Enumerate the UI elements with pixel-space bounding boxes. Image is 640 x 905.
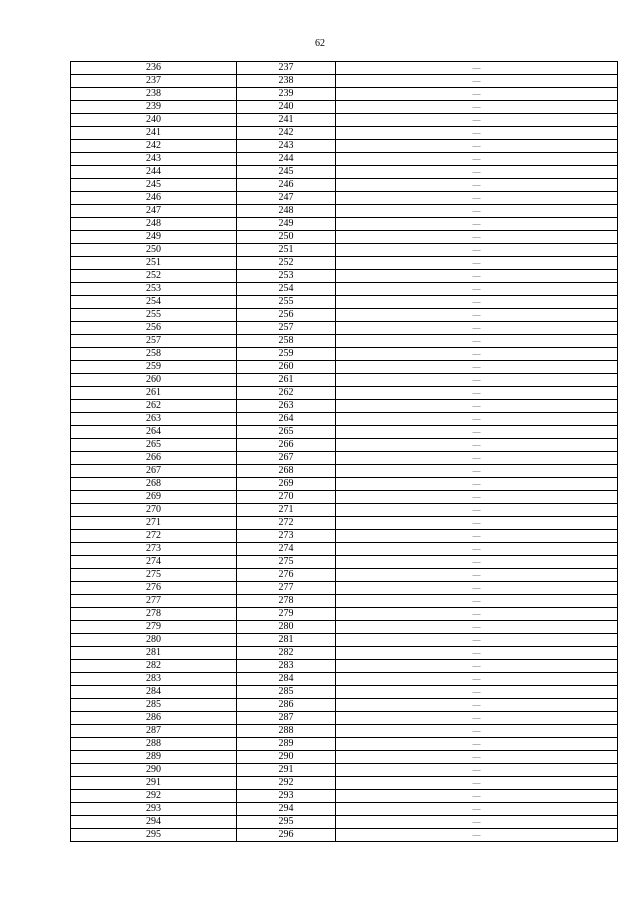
table-cell-col2: 243 — [237, 140, 336, 153]
table-row — [71, 816, 618, 829]
table-cell-col2: 292 — [237, 777, 336, 790]
table-cell-col2: 290 — [237, 751, 336, 764]
table-row — [71, 179, 618, 192]
table-cell-col1: 250 — [71, 244, 237, 257]
table-row — [71, 465, 618, 478]
table-cell-col1: 263 — [71, 413, 237, 426]
table-cell-col1: 290 — [71, 764, 237, 777]
table-row — [71, 140, 618, 153]
table-row — [71, 569, 618, 582]
table-row — [71, 374, 618, 387]
table-cell-dash: — — [336, 621, 618, 634]
table-cell-col2: 260 — [237, 361, 336, 374]
table-row — [71, 751, 618, 764]
table-row — [71, 725, 618, 738]
table-row — [71, 166, 618, 179]
table-row — [71, 400, 618, 413]
table-cell-col1: 243 — [71, 153, 237, 166]
table-cell-col2: 244 — [237, 153, 336, 166]
table-cell-col1: 288 — [71, 738, 237, 751]
table-row — [71, 88, 618, 101]
table-cell-col1: 295 — [71, 829, 237, 842]
table-row — [71, 387, 618, 400]
table-cell-col2: 238 — [237, 75, 336, 88]
table-cell-col1: 252 — [71, 270, 237, 283]
table-cell-dash: — — [336, 426, 618, 439]
table-cell-dash: — — [336, 400, 618, 413]
table-row — [71, 231, 618, 244]
table-row — [71, 322, 618, 335]
table-cell-dash: — — [336, 660, 618, 673]
table-cell-col1: 276 — [71, 582, 237, 595]
table-cell-col1: 238 — [71, 88, 237, 101]
table-cell-col2: 271 — [237, 504, 336, 517]
table-cell-col2: 247 — [237, 192, 336, 205]
table-cell-dash: — — [336, 140, 618, 153]
table-cell-col1: 241 — [71, 127, 237, 140]
table-cell-dash: — — [336, 595, 618, 608]
table-cell-col2: 259 — [237, 348, 336, 361]
table-cell-dash: — — [336, 569, 618, 582]
table-row — [71, 413, 618, 426]
table-row — [71, 335, 618, 348]
table-cell-dash: — — [336, 231, 618, 244]
table-row — [71, 452, 618, 465]
table-cell-dash: — — [336, 374, 618, 387]
table-cell-col1: 247 — [71, 205, 237, 218]
table-cell-dash: — — [336, 88, 618, 101]
table-cell-dash: — — [336, 218, 618, 231]
table-cell-col2: 261 — [237, 374, 336, 387]
table-cell-dash: — — [336, 673, 618, 686]
table-row — [71, 829, 618, 842]
table-cell-col2: 239 — [237, 88, 336, 101]
table-cell-col2: 262 — [237, 387, 336, 400]
table-row — [71, 218, 618, 231]
table-cell-dash: — — [336, 283, 618, 296]
table-cell-col1: 262 — [71, 400, 237, 413]
table-cell-col1: 292 — [71, 790, 237, 803]
table-cell-dash: — — [336, 257, 618, 270]
table-cell-dash: — — [336, 361, 618, 374]
table-cell-col2: 266 — [237, 439, 336, 452]
table-row — [71, 153, 618, 166]
table-cell-col2: 273 — [237, 530, 336, 543]
table-cell-col1: 281 — [71, 647, 237, 660]
table-cell-col2: 278 — [237, 595, 336, 608]
table-row — [71, 738, 618, 751]
table-cell-dash: — — [336, 686, 618, 699]
table-cell-col2: 272 — [237, 517, 336, 530]
table-cell-dash: — — [336, 153, 618, 166]
table-cell-col1: 265 — [71, 439, 237, 452]
table-cell-dash: — — [336, 478, 618, 491]
table-cell-dash: — — [336, 322, 618, 335]
table-row — [71, 348, 618, 361]
table-cell-col2: 281 — [237, 634, 336, 647]
table-row — [71, 673, 618, 686]
table-cell-dash: — — [336, 348, 618, 361]
table-row — [71, 205, 618, 218]
table-cell-col2: 286 — [237, 699, 336, 712]
table-cell-col2: 275 — [237, 556, 336, 569]
table-cell-dash: — — [336, 738, 618, 751]
table-cell-col2: 253 — [237, 270, 336, 283]
table-row — [71, 764, 618, 777]
table-cell-dash: — — [336, 790, 618, 803]
table-cell-col2: 291 — [237, 764, 336, 777]
table-row — [71, 244, 618, 257]
table-cell-dash: — — [336, 166, 618, 179]
table-cell-col1: 248 — [71, 218, 237, 231]
table-row — [71, 582, 618, 595]
table-cell-col2: 267 — [237, 452, 336, 465]
table-cell-col1: 266 — [71, 452, 237, 465]
table-cell-dash: — — [336, 335, 618, 348]
table-cell-col1: 291 — [71, 777, 237, 790]
table-cell-col2: 245 — [237, 166, 336, 179]
table-row — [71, 621, 618, 634]
table-cell-dash: — — [336, 413, 618, 426]
table-row — [71, 478, 618, 491]
table-cell-col1: 294 — [71, 816, 237, 829]
table-cell-col1: 254 — [71, 296, 237, 309]
table-cell-col1: 278 — [71, 608, 237, 621]
table-cell-dash: — — [336, 179, 618, 192]
table-row — [71, 660, 618, 673]
table-row — [71, 712, 618, 725]
table-cell-col2: 251 — [237, 244, 336, 257]
table-cell-col2: 257 — [237, 322, 336, 335]
table-row — [71, 530, 618, 543]
table-row — [71, 426, 618, 439]
table-cell-col1: 275 — [71, 569, 237, 582]
table-cell-col1: 274 — [71, 556, 237, 569]
table-cell-col2: 295 — [237, 816, 336, 829]
table-cell-col1: 255 — [71, 309, 237, 322]
table-cell-col1: 285 — [71, 699, 237, 712]
table-cell-col1: 293 — [71, 803, 237, 816]
table-row — [71, 283, 618, 296]
table-cell-dash: — — [336, 491, 618, 504]
table-row — [71, 595, 618, 608]
table-cell-dash: — — [336, 387, 618, 400]
table-cell-col2: 252 — [237, 257, 336, 270]
table-cell-col1: 271 — [71, 517, 237, 530]
table-cell-dash: — — [336, 712, 618, 725]
table-cell-col1: 249 — [71, 231, 237, 244]
table-cell-dash: — — [336, 101, 618, 114]
table-cell-col1: 289 — [71, 751, 237, 764]
table-cell-col2: 270 — [237, 491, 336, 504]
table-cell-col1: 239 — [71, 101, 237, 114]
table-cell-col1: 273 — [71, 543, 237, 556]
table-cell-col1: 287 — [71, 725, 237, 738]
table-cell-col2: 296 — [237, 829, 336, 842]
table-row — [71, 257, 618, 270]
table-cell-col2: 284 — [237, 673, 336, 686]
table-cell-dash: — — [336, 75, 618, 88]
table-cell-col1: 282 — [71, 660, 237, 673]
table-row — [71, 75, 618, 88]
table-cell-dash: — — [336, 309, 618, 322]
table-row — [71, 517, 618, 530]
table-cell-dash: — — [336, 62, 618, 75]
table-cell-col2: 285 — [237, 686, 336, 699]
table-row — [71, 504, 618, 517]
table-cell-dash: — — [336, 205, 618, 218]
table-row — [71, 270, 618, 283]
table-cell-dash: — — [336, 270, 618, 283]
table-row — [71, 634, 618, 647]
table-row — [71, 127, 618, 140]
table-cell-col1: 280 — [71, 634, 237, 647]
table-row — [71, 361, 618, 374]
table-cell-col2: 287 — [237, 712, 336, 725]
table-cell-col2: 258 — [237, 335, 336, 348]
table-cell-col2: 280 — [237, 621, 336, 634]
table-cell-col1: 272 — [71, 530, 237, 543]
page-number: 62 — [315, 38, 325, 49]
table-row — [71, 790, 618, 803]
table-cell-dash: — — [336, 634, 618, 647]
table-row — [71, 803, 618, 816]
table-cell-col2: 274 — [237, 543, 336, 556]
table-cell-col2: 265 — [237, 426, 336, 439]
table-cell-col2: 282 — [237, 647, 336, 660]
table-row — [71, 101, 618, 114]
table-cell-col1: 283 — [71, 673, 237, 686]
table-cell-col2: 249 — [237, 218, 336, 231]
table-cell-dash: — — [336, 647, 618, 660]
table-row — [71, 543, 618, 556]
table-cell-col1: 246 — [71, 192, 237, 205]
table-cell-col2: 237 — [237, 62, 336, 75]
table-cell-dash: — — [336, 504, 618, 517]
table-cell-col1: 236 — [71, 62, 237, 75]
table-cell-col1: 279 — [71, 621, 237, 634]
table-cell-dash: — — [336, 556, 618, 569]
table-row — [71, 647, 618, 660]
table-row — [71, 296, 618, 309]
table-cell-col1: 284 — [71, 686, 237, 699]
table-cell-col2: 293 — [237, 790, 336, 803]
table-cell-dash: — — [336, 699, 618, 712]
table-cell-dash: — — [336, 439, 618, 452]
table-cell-col1: 244 — [71, 166, 237, 179]
table-cell-col2: 254 — [237, 283, 336, 296]
table-cell-col2: 256 — [237, 309, 336, 322]
table-cell-dash: — — [336, 816, 618, 829]
table-cell-col1: 277 — [71, 595, 237, 608]
table-cell-col2: 279 — [237, 608, 336, 621]
table-cell-col1: 256 — [71, 322, 237, 335]
table-cell-dash: — — [336, 751, 618, 764]
table-cell-dash: — — [336, 465, 618, 478]
table-cell-col2: 264 — [237, 413, 336, 426]
table-cell-col1: 260 — [71, 374, 237, 387]
table-cell-col1: 264 — [71, 426, 237, 439]
table-cell-col2: 248 — [237, 205, 336, 218]
table-cell-col2: 276 — [237, 569, 336, 582]
table-cell-dash: — — [336, 452, 618, 465]
table-row — [71, 777, 618, 790]
table-cell-dash: — — [336, 608, 618, 621]
table-cell-dash: — — [336, 764, 618, 777]
table-cell-col1: 245 — [71, 179, 237, 192]
table-row — [71, 439, 618, 452]
table-row — [71, 491, 618, 504]
table-row — [71, 699, 618, 712]
table-row — [71, 309, 618, 322]
table-body — [71, 62, 618, 842]
table-cell-dash: — — [336, 192, 618, 205]
data-table — [70, 61, 618, 842]
table-cell-col2: 240 — [237, 101, 336, 114]
table-cell-col2: 263 — [237, 400, 336, 413]
table-cell-col2: 269 — [237, 478, 336, 491]
table-cell-col1: 257 — [71, 335, 237, 348]
table-cell-col1: 240 — [71, 114, 237, 127]
table-cell-col1: 237 — [71, 75, 237, 88]
table-cell-dash: — — [336, 582, 618, 595]
table-cell-dash: — — [336, 829, 618, 842]
table-cell-dash: — — [336, 530, 618, 543]
table-cell-col2: 289 — [237, 738, 336, 751]
table-cell-col1: 253 — [71, 283, 237, 296]
table-cell-col2: 268 — [237, 465, 336, 478]
table-cell-col1: 259 — [71, 361, 237, 374]
table-cell-dash: — — [336, 777, 618, 790]
table-cell-col1: 267 — [71, 465, 237, 478]
table-cell-col1: 242 — [71, 140, 237, 153]
table-cell-col1: 269 — [71, 491, 237, 504]
table-cell-col2: 255 — [237, 296, 336, 309]
table-cell-col1: 251 — [71, 257, 237, 270]
table-cell-col2: 241 — [237, 114, 336, 127]
table-cell-col1: 258 — [71, 348, 237, 361]
table-cell-dash: — — [336, 517, 618, 530]
table-cell-col2: 246 — [237, 179, 336, 192]
table-cell-col2: 242 — [237, 127, 336, 140]
table-cell-col1: 261 — [71, 387, 237, 400]
table-row — [71, 556, 618, 569]
table-row — [71, 608, 618, 621]
table-cell-col2: 283 — [237, 660, 336, 673]
table-cell-dash: — — [336, 296, 618, 309]
table-cell-col1: 268 — [71, 478, 237, 491]
table-cell-dash: — — [336, 803, 618, 816]
table-cell-col2: 250 — [237, 231, 336, 244]
table-cell-dash: — — [336, 543, 618, 556]
table-cell-col2: 277 — [237, 582, 336, 595]
table-row — [71, 114, 618, 127]
table-cell-dash: — — [336, 127, 618, 140]
table-row — [71, 192, 618, 205]
table-cell-dash: — — [336, 725, 618, 738]
table-cell-col1: 270 — [71, 504, 237, 517]
table-row — [71, 62, 618, 75]
table-row — [71, 686, 618, 699]
table-cell-col2: 294 — [237, 803, 336, 816]
table-cell-dash: — — [336, 244, 618, 257]
table-cell-dash: — — [336, 114, 618, 127]
table-cell-col2: 288 — [237, 725, 336, 738]
table-cell-col1: 286 — [71, 712, 237, 725]
